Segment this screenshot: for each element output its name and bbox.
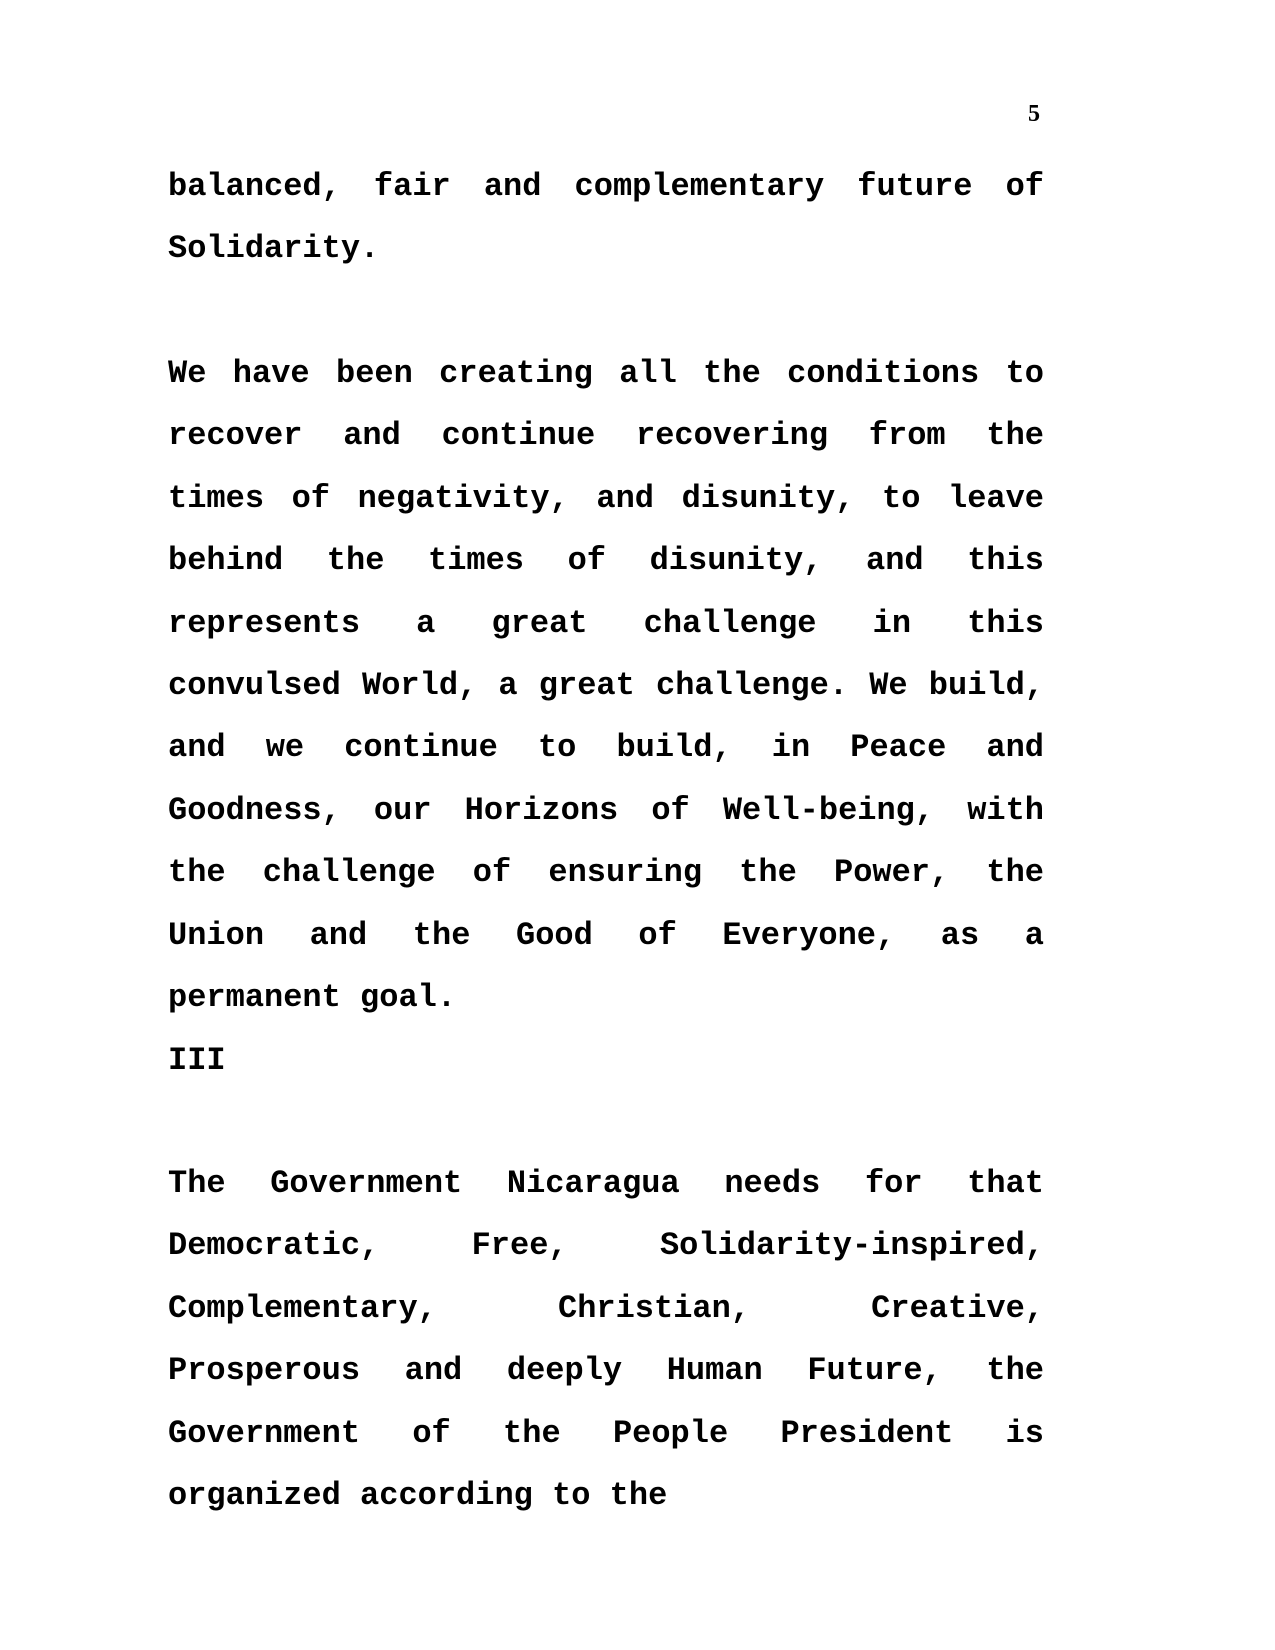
page-number: 5 (1028, 101, 1040, 127)
paragraph-2: We have been creating all the conditions to recover and continue recovering from the times of negativity, and disunity, to leave behind the times of disunity, and this represents a great challenge in this convulsed World, a great challenge. We build, and we continue to build, in Peace and Goodness, our Horizons of Well-being, with the challenge of ensuring the Power, the Union and the Good of Everyone, as a permanent goal. (168, 355, 1044, 1017)
paragraph-1: balanced, fair and complementary future of Solidarity. (168, 168, 1044, 268)
section-paragraph: The Government Nicaragua needs for that Democratic, Free, Solidarity-inspired, Complementary, Christian, Creative, Prosperous and deeply Human Future, the Government of the People President is organized according to the (168, 1165, 1044, 1515)
section-heading: III (168, 1042, 226, 1079)
